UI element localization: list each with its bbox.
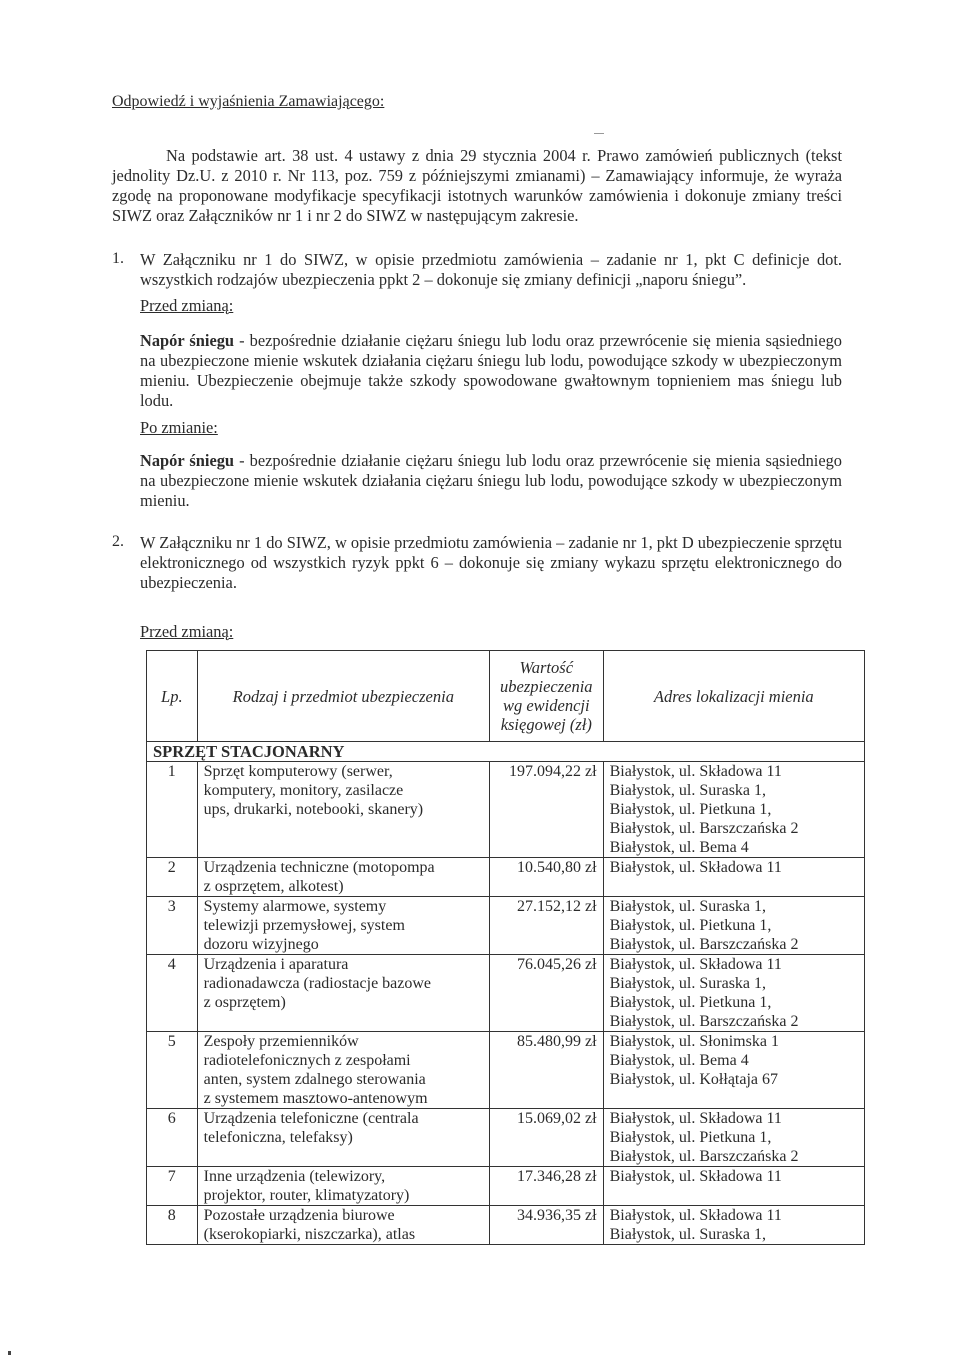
row-description	[197, 1109, 489, 1167]
address-line: Białystok, ul. Barszczańska 2	[609, 1013, 799, 1030]
row-value: 17.346,28 zł	[489, 1167, 603, 1206]
header-type: Rodzaj i przedmiot ubezpieczenia	[197, 651, 489, 742]
description-line: telewizji przemysłowej, system	[203, 917, 405, 934]
address-line: Białystok, ul. Barszczańska 2	[609, 936, 799, 953]
address-line: Białystok, ul. Słonimska 1	[609, 1033, 779, 1050]
description-line: Sprzęt komputerowy (serwer,	[203, 763, 393, 780]
table-row	[147, 897, 865, 955]
table-body	[147, 742, 865, 1245]
row-lp: 3	[147, 897, 198, 955]
row-lp: 1	[147, 762, 198, 858]
document-heading: Odpowiedź i wyjaśnienia Zamawiającego:	[112, 93, 385, 110]
description-line: z osprzętem, alkotest)	[203, 878, 344, 895]
row-value: 34.936,35 zł	[489, 1206, 603, 1245]
row-value: 27.152,12 zł	[489, 897, 603, 955]
address-line: Białystok, ul. Pietkuna 1,	[609, 917, 772, 934]
intro-paragraph: Na podstawie art. 38 ust. 4 ustawy z dnia 29 stycznia 2004 r. Prawo zamówień publicznych (tekst jednolity Dz.U. z 2010 r. Nr 113, poz. 759 z późniejszymi zmianami) – Zamawiający informuje, że wyraża zgodę na proponowane modyfikacje specyfikacji istotnych warunków zamówienia i dokonuje zmiany treści SIWZ oraz Załączników nr 1 i nr 2 do SIWZ w następującym zakresie.	[112, 146, 842, 225]
row-lp: 6	[147, 1109, 198, 1167]
item-1-after-label: Po zmianie:	[140, 418, 218, 437]
row-value: 197.094,22 zł	[489, 762, 603, 858]
row-description	[197, 955, 489, 1032]
group-label: SPRZĘT STACJONARNY	[147, 742, 865, 762]
row-address	[603, 1032, 864, 1109]
scan-mark	[594, 133, 604, 134]
row-description	[197, 897, 489, 955]
description-line: ups, drukarki, notebooki, skanery)	[203, 801, 424, 818]
row-value: 15.069,02 zł	[489, 1109, 603, 1167]
row-address	[603, 897, 864, 955]
group-row	[147, 742, 865, 762]
after-text: - bezpośrednie działanie ciężaru śniegu lub lodu oraz przewrócenie się mienia sąsiedniego na ubezpieczone mienie wskutek działania ciężaru śniegu lub lodu, powodujące szkody w ubezpieczonym mieniu.	[140, 451, 843, 510]
row-lp: 2	[147, 858, 198, 897]
address-line: Białystok, ul. Składowa 11	[609, 1207, 782, 1224]
table-row	[147, 955, 865, 1032]
scan-speck	[8, 1351, 11, 1355]
row-lp: 5	[147, 1032, 198, 1109]
address-line: Białystok, ul. Składowa 11	[609, 1110, 782, 1127]
description-line: Pozostałe urządzenia biurowe	[203, 1207, 395, 1224]
address-line: Białystok, ul. Składowa 11	[609, 956, 782, 973]
address-line: Białystok, ul. Suraska 1,	[609, 898, 767, 915]
row-address	[603, 762, 864, 858]
description-line: dozoru wizyjnego	[203, 936, 319, 953]
description-line: Zespoły przemienników	[203, 1033, 359, 1050]
address-line: Białystok, ul. Pietkuna 1,	[609, 994, 772, 1011]
item-2-number: 2.	[112, 533, 124, 550]
before-term: Napór śniegu	[140, 331, 235, 350]
row-description	[197, 762, 489, 858]
address-line: Białystok, ul. Składowa 11	[609, 1168, 782, 1185]
header-lp: Lp.	[147, 651, 198, 742]
item-2-text: W Załączniku nr 1 do SIWZ, w opisie przedmiotu zamówienia – zadanie nr 1, pkt D ubezpieczenie sprzętu elektronicznego od wszystkich ryzyk ppkt 6 – dokonuje się zmiany wykazu sprzętu elektronicznego do ubezpieczenia.	[140, 533, 842, 592]
row-address	[603, 955, 864, 1032]
row-address	[603, 1167, 864, 1206]
table-row	[147, 1109, 865, 1167]
row-address	[603, 858, 864, 897]
item-1-text: W Załączniku nr 1 do SIWZ, w opisie przedmiotu zamówienia – zadanie nr 1, pkt C definicje dot. wszystkich rodzajów ubezpieczenia ppkt 2 – dokonuje się zmiany definicji „naporu śniegu”.	[140, 250, 842, 289]
address-line: Białystok, ul. Suraska 1,	[609, 782, 767, 799]
header-value: Wartość ubezpieczenia wg ewidencji księgowej (zł)	[489, 651, 603, 742]
row-address	[603, 1109, 864, 1167]
description-line: radionadawcza (radiostacje bazowe	[203, 975, 432, 992]
item-1-number: 1.	[112, 250, 124, 267]
table-row	[147, 858, 865, 897]
header-address: Adres lokalizacji mienia	[603, 651, 864, 742]
address-line: Białystok, ul. Suraska 1,	[609, 1226, 767, 1243]
row-value: 10.540,80 zł	[489, 858, 603, 897]
table-header-row	[147, 651, 865, 742]
description-line: Urządzenia telefoniczne (centrala	[203, 1110, 419, 1127]
row-description	[197, 1167, 489, 1206]
description-line: Urządzenia techniczne (motopompa	[203, 859, 435, 876]
table-row	[147, 762, 865, 858]
item-1-after-definition	[140, 451, 842, 511]
row-value: 76.045,26 zł	[489, 955, 603, 1032]
address-line: Białystok, ul. Pietkuna 1,	[609, 801, 772, 818]
row-description	[197, 1032, 489, 1109]
row-address	[603, 1206, 864, 1245]
description-line: Inne urządzenia (telewizory,	[203, 1168, 386, 1185]
address-line: Białystok, ul. Barszczańska 2	[609, 1148, 799, 1165]
address-line: Białystok, ul. Suraska 1,	[609, 975, 767, 992]
row-lp: 4	[147, 955, 198, 1032]
row-description	[197, 1206, 489, 1245]
description-line: radiotelefonicznych z zespołami	[203, 1052, 411, 1069]
after-term: Napór śniegu	[140, 451, 235, 470]
address-line: Białystok, ul. Kołłątaja 67	[609, 1071, 779, 1088]
description-line: z osprzętem)	[203, 994, 286, 1011]
row-lp: 7	[147, 1167, 198, 1206]
description-line: anten, system zdalnego sterowania	[203, 1071, 426, 1088]
description-line: z systemem masztowo-antenowym	[203, 1090, 428, 1107]
item-1-before-definition	[140, 331, 842, 411]
description-line: Systemy alarmowe, systemy	[203, 898, 387, 915]
equipment-table	[146, 650, 865, 1245]
address-line: Białystok, ul. Pietkuna 1,	[609, 1129, 772, 1146]
description-line: projektor, router, klimatyzatory)	[203, 1187, 410, 1204]
table-row	[147, 1032, 865, 1109]
description-line: Urządzenia i aparatura	[203, 956, 349, 973]
address-line: Białystok, ul. Składowa 11	[609, 859, 782, 876]
description-line: (kserokopiarki, niszczarka), atlas	[203, 1226, 416, 1243]
address-line: Białystok, ul. Bema 4	[609, 1052, 749, 1069]
row-description	[197, 858, 489, 897]
row-value: 85.480,99 zł	[489, 1032, 603, 1109]
table-row	[147, 1167, 865, 1206]
address-line: Białystok, ul. Składowa 11	[609, 763, 782, 780]
address-line: Białystok, ul. Bema 4	[609, 839, 749, 856]
item-1-before-label: Przed zmianą:	[140, 296, 234, 315]
before-text: - bezpośrednie działanie ciężaru śniegu lub lodu oraz przewrócenie się mienia sąsiedniego na ubezpieczone mienie wskutek działania ciężaru śniegu lub lodu, powodujące szkody w ubezpieczonym mieniu. Ubezpieczenie obejmuje także szkody spowodowane gwałtownym topnieniem mas śniegu lub lodu.	[140, 331, 843, 410]
table-row	[147, 1206, 865, 1245]
item-2-before-label: Przed zmianą:	[140, 622, 234, 641]
description-line: komputery, monitory, zasilacze	[203, 782, 404, 799]
row-lp: 8	[147, 1206, 198, 1245]
description-line: telefoniczna, telefaksy)	[203, 1129, 353, 1146]
address-line: Białystok, ul. Barszczańska 2	[609, 820, 799, 837]
